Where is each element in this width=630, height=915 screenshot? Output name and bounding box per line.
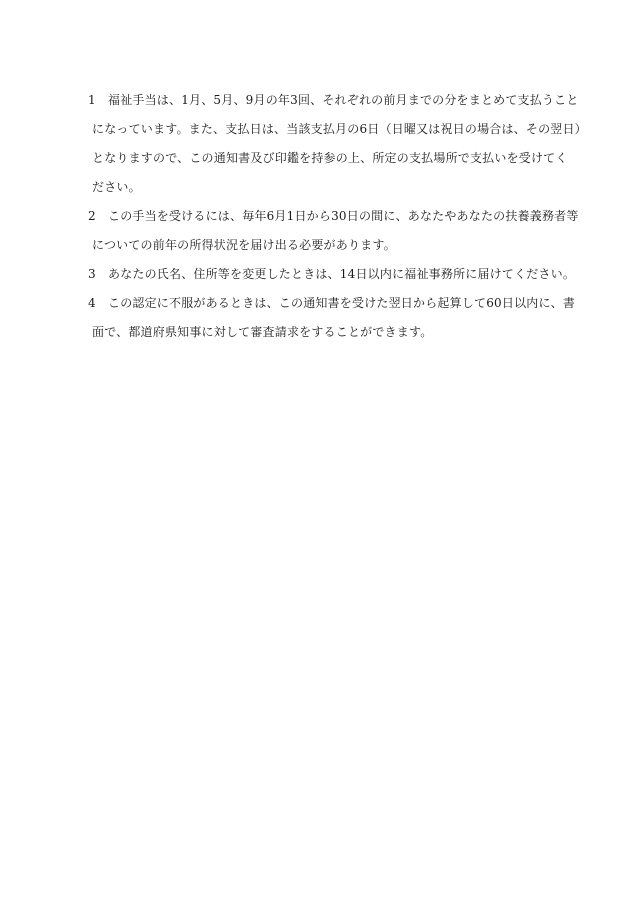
note-line: 面で、都道府県知事に対して審査請求をすることができます。 — [92, 325, 433, 339]
note-text — [108, 262, 575, 287]
note-number: 4 — [88, 296, 96, 310]
note-number: 2 — [88, 209, 96, 223]
note-text — [92, 291, 576, 345]
note-line: ださい。 — [92, 180, 141, 194]
note-line: あなたの氏名、住所等を変更したときは、14日以内に福祉事務所に届けてください。 — [108, 267, 576, 281]
note-item-4 — [88, 291, 576, 345]
note-line: になっています。また、支払日は、当該支払月の6日（日曜又は祝日の場合は、その翌日） — [92, 122, 587, 136]
note-number: 1 — [88, 93, 96, 107]
note-item-2 — [88, 204, 579, 258]
note-item-1 — [88, 88, 587, 200]
note-line: 福祉手当は、1月、5月、9月の年3回、それぞれの前月までの分をまとめて支払うこと — [108, 93, 579, 107]
note-line: この認定に不服があるときは、この通知書を受けた翌日から起算して60日以内に、書 — [108, 296, 576, 310]
note-text — [92, 88, 587, 200]
note-line: となりますので、この通知書及び印鑑を持参の上、所定の支払場所で支払いを受けてく — [92, 151, 568, 165]
note-line: この手当を受けるには、毎年6月1日から30日の間に、あなたやあなたの扶養義務者等 — [108, 209, 579, 223]
note-line: についての前年の所得状況を届け出る必要があります。 — [92, 238, 396, 252]
note-text — [92, 204, 579, 258]
note-item-3 — [88, 262, 576, 287]
note-number: 3 — [88, 267, 96, 281]
notes-list — [88, 88, 587, 349]
